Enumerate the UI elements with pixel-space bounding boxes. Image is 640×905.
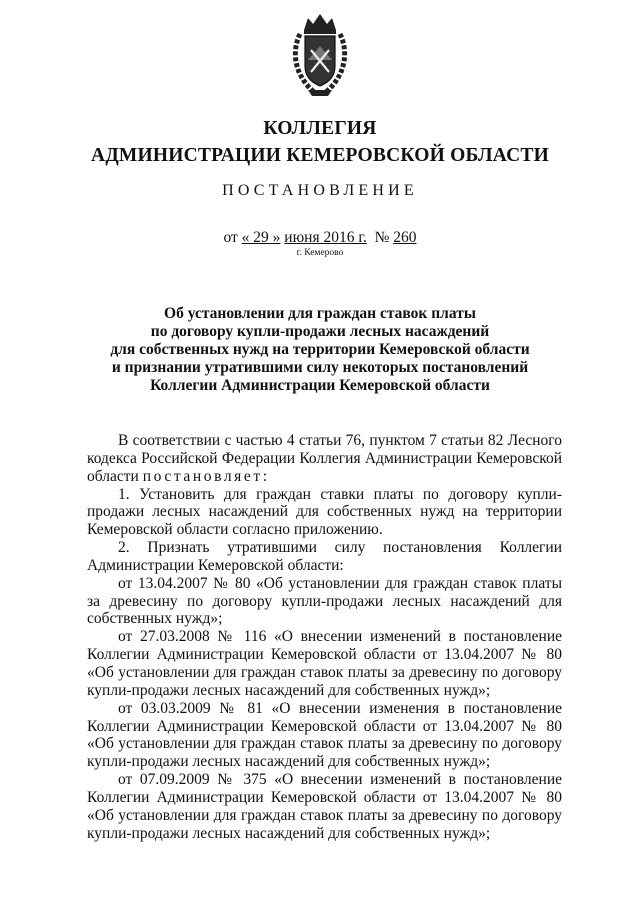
body-paragraph: 2. Признать утратившими силу постановления Коллегии Администрации Кемеровской области: — [87, 539, 562, 574]
body-paragraph-intro — [87, 432, 562, 486]
body-paragraph: от 13.04.2007 № 80 «Об установлении для граждан ставок платы за древесину по договору купли-продажи лесных насаждений для собственных нужд»; — [87, 574, 562, 628]
date-day: « 29 » — [241, 229, 281, 246]
title-line: и признании утратившими силу некоторых постановлений — [111, 359, 529, 376]
body-paragraph: 1. Установить для граждан ставки платы по договору купли-продажи лесных насаждений для собственных нужд на территории Кемеровской области согласно приложению. — [87, 485, 562, 539]
document-body — [87, 432, 562, 842]
title-line: Об установлении для граждан ставок платы — [164, 305, 476, 322]
org-name-line-2: АДМИНИСТРАЦИИ КЕМЕРОВСКОЙ ОБЛАСТИ — [91, 145, 549, 166]
kemerovo-coat-of-arms-icon — [290, 12, 350, 98]
decree-word: постановляет: — [142, 467, 270, 485]
number-sign: № — [374, 229, 390, 246]
city: г. Кемерово — [296, 248, 344, 258]
date-prefix: от — [223, 229, 238, 246]
date-number-line — [0, 229, 640, 247]
document-title — [60, 305, 580, 395]
intro-text: В соответствии с частью 4 статьи 76, пунктом 7 статьи 82 Лесного кодекса Российской Федерации Коллегия Администрации Кемеровской области — [87, 432, 562, 485]
body-paragraph: от 03.03.2009 № 81 «О внесении изменения в постановление Коллегии Администрации Кемеровской области от 13.04.2007 № 80 «Об установлении для граждан ставок платы за древесину по договору купли-продажи лесных насаждений для собственных нужд»; — [87, 699, 562, 771]
title-line: Коллегии Администрации Кемеровской области — [150, 377, 490, 394]
date-month-year: июня 2016 г. — [284, 229, 367, 246]
document-type: ПОСТАНОВЛЕНИЕ — [222, 182, 418, 199]
org-name-line-1: КОЛЛЕГИЯ — [263, 118, 377, 139]
body-paragraph: от 27.03.2008 № 116 «О внесении изменений в постановление Коллегии Администрации Кемеровской области от 13.04.2007 № 80 «Об установлении для граждан ставок платы за древесину по договору купли-продажи лесных насаждений для собственных нужд»; — [87, 628, 562, 699]
document-number: 260 — [393, 229, 417, 246]
title-line: по договору купли-продажи лесных насаждений — [150, 323, 490, 340]
title-line: для собственных нужд на территории Кемеровской области — [110, 341, 530, 358]
body-paragraph: от 07.09.2009 № 375 «О внесении изменений в постановление Коллегии Администрации Кемеровской области от 13.04.2007 № 80 «Об установлении для граждан ставок платы за древесину по договору купли-продажи лесных насаждений для собственных нужд»; — [87, 771, 562, 842]
